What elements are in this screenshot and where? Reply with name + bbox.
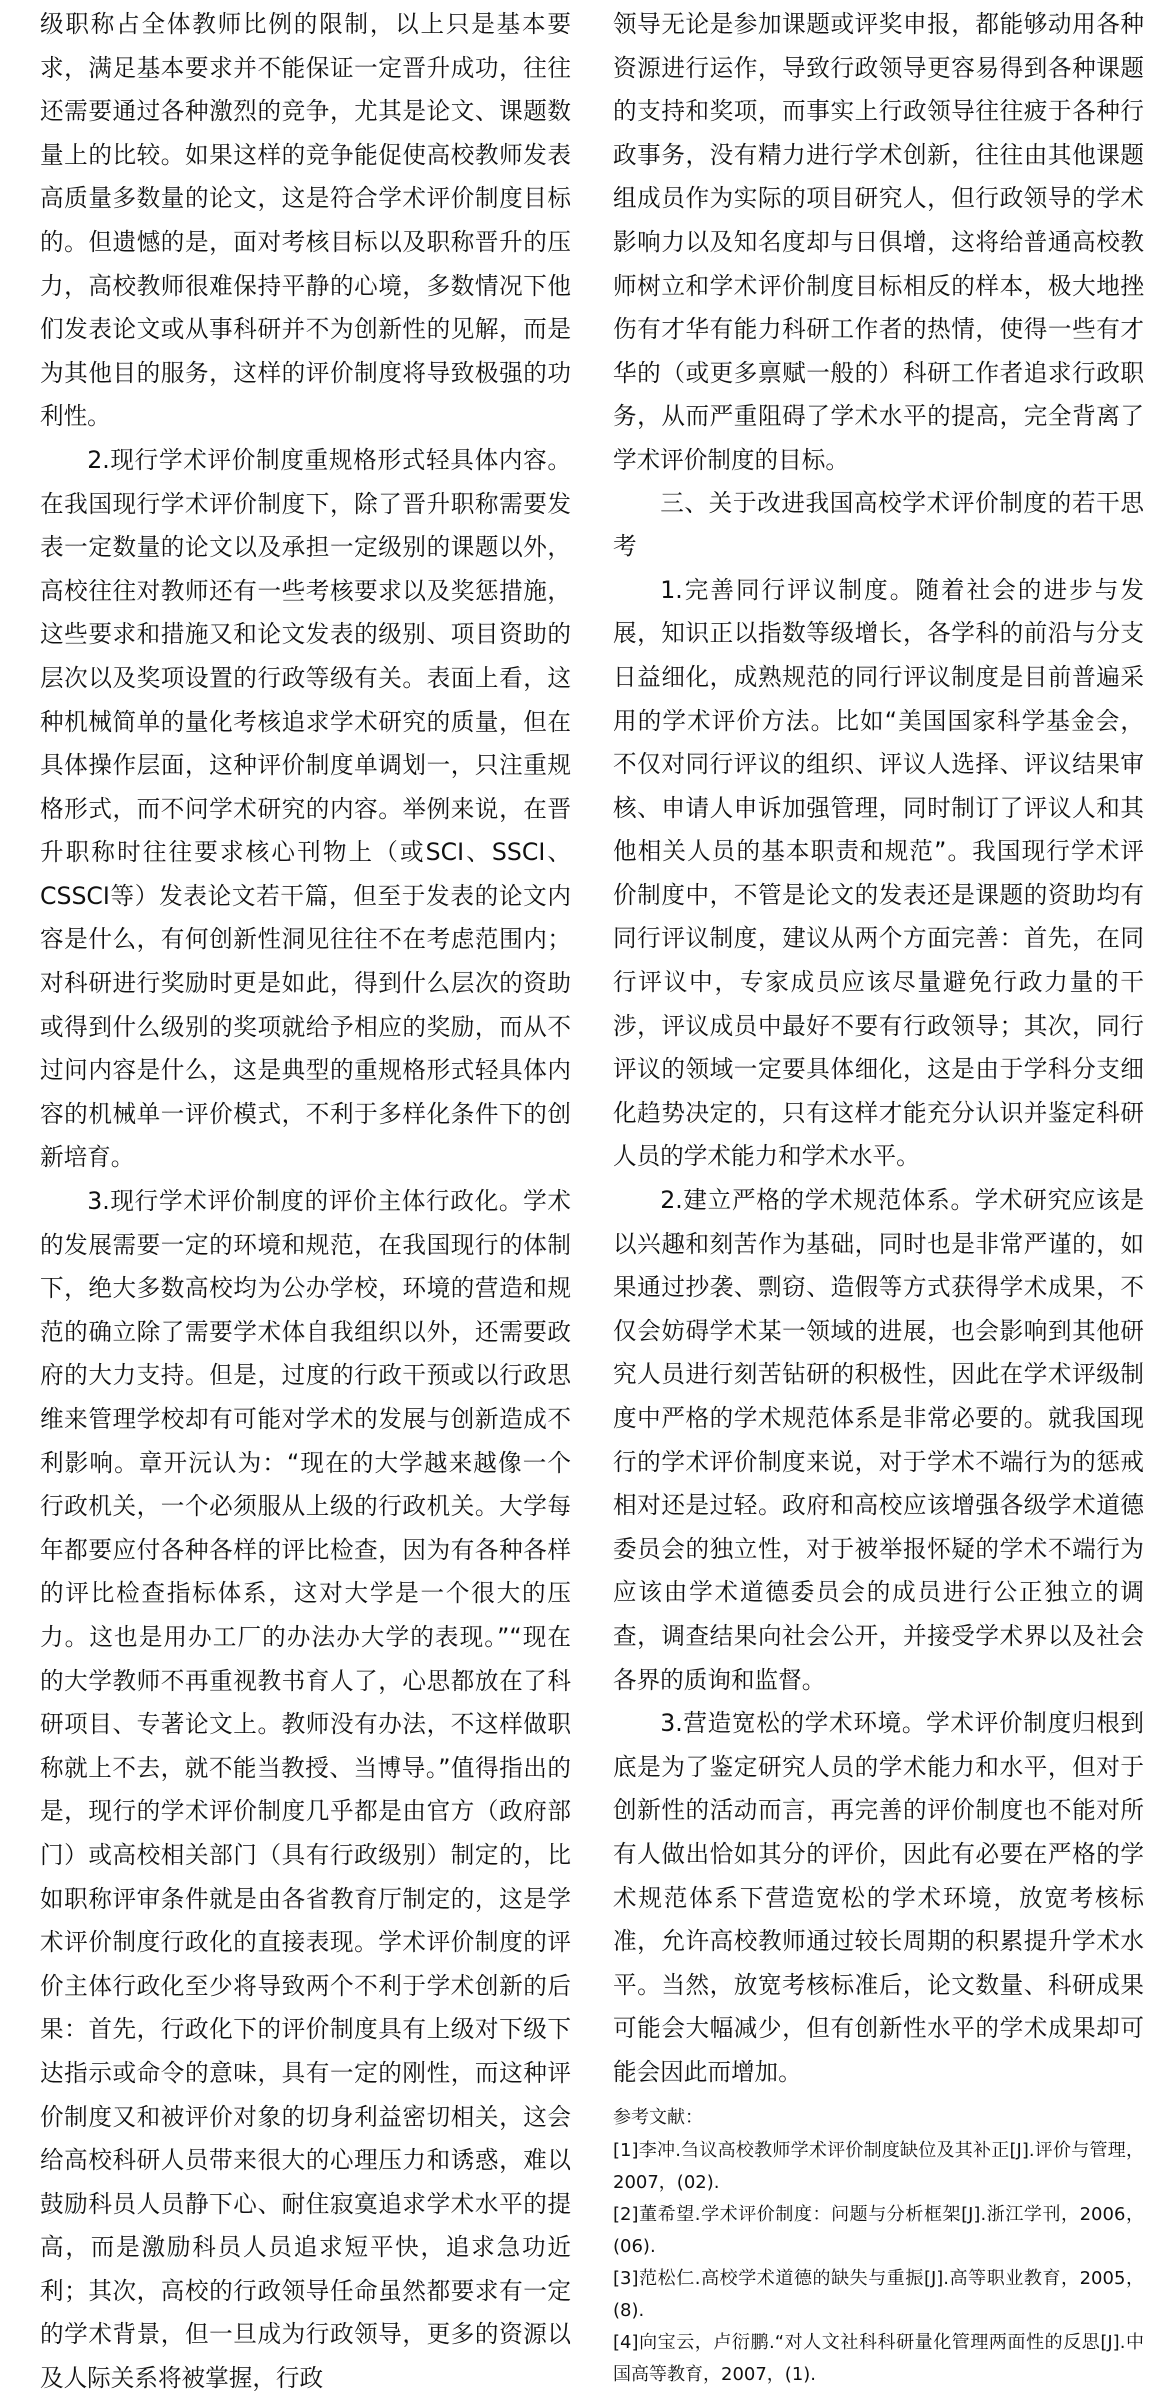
left-column [40,3,571,2393]
right-column [613,3,1144,2385]
reference-item: [1]李冲.刍议高校教师学术评价制度缺位及其补正[J].评价与管理，2007，(02). [613,2139,1144,2193]
paragraph-relaxed-environment: 3.营造宽松的学术环境。学术评价制度归根到底是为了鉴定研究人员的学术能力和水平，但对于创新性的活动而言，再完善的评价制度也不能对所有人做出恰如其分的评价，因此有必要在严格的学术规范体系下营造宽松的学术环境，放宽考核标准，允许高校教师通过较长周期的积累提升学术水平。当然，放宽考核标准后，论文数量、科研成果可能会大幅减少，但有创新性水平的学术成果却可能会因此而增加。 [613,1709,1144,2086]
reference-item: [4]向宝云，卢衍鹏.“对人文社科科研量化管理两面性的反思[J].中国高等教育，2007，(1). [613,2331,1144,2385]
section-heading: 三、关于改进我国高校学术评价制度的若干思考 [613,488,1144,561]
reference-item: [3]范松仁.高校学术道德的缺失与重振[J].高等职业教育，2005，(8). [613,2267,1144,2321]
paragraph-continued: 级职称占全体教师比例的限制，以上只是基本要求，满足基本要求并不能保证一定晋升成功，往往还需要通过各种激烈的竞争，尤其是论文、课题数量上的比较。如果这样的竞争能促使高校教师发表高质量多数量的论文，这是符合学术评价制度目标的。但遗憾的是，面对考核目标以及职称晋升的压力，高校教师很难保持平静的心境，多数情况下他们发表论文或从事科研并不为创新性的见解，而是为其他目的服务，这样的评价制度将导致极强的功利性。 [40,10,571,431]
paragraph-continued-right: 领导无论是参加课题或评奖申报，都能够动用各种资源进行运作，导致行政领导更容易得到各种课题的支持和奖项，而事实上行政领导往往疲于各种行政事务，没有精力进行学术创新，往往由其他课题组成员作为实际的项目研究人，但行政领导的学术影响力以及知名度却与日俱增，这将给普通高校教师树立和学术评价制度目标相反的样本，极大地挫伤有才华有能力科研工作者的热情，使得一些有才华的（或更多禀赋一般的）科研工作者追求行政职务，从而严重阻碍了学术水平的提高，完全背离了学术评价制度的目标。 [613,10,1144,474]
paragraph-academic-norms: 2.建立严格的学术规范体系。学术研究应该是以兴趣和刻苦作为基础，同时也是非常严谨的，如果通过抄袭、剽窃、造假等方式获得学术成果，不仅会妨碍学术某一领域的进展，也会影响到其他研究人员进行刻苦钻研的积极性，因此在学术评级制度中严格的学术规范体系是非常必要的。就我国现行的学术评价制度来说，对于学术不端行为的惩戒相对还是过轻。政府和高校应该增强各级学术道德委员会的独立性，对于被举报怀疑的学术不端行为应该由学术道德委员会的成员进行公正独立的调查，调查结果向社会公开，并接受学术界以及社会各界的质询和监督。 [613,1186,1144,1694]
references-title: 参考文献： [613,2106,703,2128]
paragraph-administrative-subject: 3.现行学术评价制度的评价主体行政化。学术的发展需要一定的环境和规范，在我国现行的体制下，绝大多数高校均为公办学校，环境的营造和规范的确立除了需要学术体自我组织以外，还需要政府的大力支持。但是，过度的行政干预或以行政思维来管理学校却有可能对学术的发展与创新造成不利影响。章开沅认为：“现在的大学越来越像一个行政机关，一个必须服从上级的行政机关。大学每年都要应付各种各样的评比检查，因为有各种各样的评比检查指标体系，这对大学是一个很大的压力。这也是用办工厂的办法办大学的表现。”“现在的大学教师不再重视教书育人了，心思都放在了科研项目、专著论文上。教师没有办法，不这样做职称就上不去，就不能当教授、当博导。”值得指出的是，现行的学术评价制度几乎都是由官方（政府部门）或高校相关部门（具有行政级别）制定的，比如职称评审条件就是由各省教育厅制定的，这是学术评价制度行政化的直接表现。学术评价制度的评价主体行政化至少将导致两个不利于学术创新的后果：首先，行政化下的评价制度具有上级对下级下达指示或命令的意味，具有一定的刚性，而这种评价制度又和被评价对象的切身利益密切相关，这会给高校科研人员带来很大的心理压力和诱惑，难以鼓励科员人员静下心、耐住寂寞追求学术水平的提高，而是激励科员人员追求短平快，追求急功近利；其次，高校的行政领导任命虽然都要求有一定的学术背景，但一旦成为行政领导，更多的资源以及人际关系将被掌握，行政 [40,1187,571,2393]
paragraph-format-over-content: 2.现行学术评价制度重规格形式轻具体内容。在我国现行学术评价制度下，除了晋升职称需要发表一定数量的论文以及承担一定级别的课题以外，高校往往对教师还有一些考核要求以及奖惩措施，这些要求和措施又和论文发表的级别、项目资助的层次以及奖项设置的行政等级有关。表面上看，这种机械简单的量化考核追求学术研究的质量，但在具体操作层面，这种评价制度单调划一，只注重规格形式，而不问学术研究的内容。举例来说，在晋升职称时往往要求核心刊物上（或SCI、SSCI、CSSCI等）发表论文若干篇，但至于发表的论文内容是什么，有何创新性洞见往往不在考虑范围内；对科研进行奖励时更是如此，得到什么层次的资助或得到什么级别的奖项就给予相应的奖励，而从不过问内容是什么，这是典型的重规格形式轻具体内容的机械单一评价模式，不利于多样化条件下的创新培育。 [40,445,571,1172]
reference-item: [2]董希望.学术评价制度：问题与分析框架[J].浙江学刊，2006，(06). [613,2203,1144,2257]
paragraph-peer-review: 1.完善同行评议制度。随着社会的进步与发展，知识正以指数等级增长，各学科的前沿与分支日益细化，成熟规范的同行评议制度是目前普遍采用的学术评价方法。比如“美国国家科学基金会，不仅对同行评议的组织、评议人选择、评议结果审核、申请人申诉加强管理，同时制订了评议人和其他相关人员的基本职责和规范”。我国现行学术评价制度中，不管是论文的发表还是课题的资助均有同行评议制度，建议从两个方面完善：首先，在同行评议中，专家成员应该尽量避免行政力量的干涉，评议成员中最好不要有行政领导；其次，同行评议的领域一定要具体细化，这是由于学科分支细化趋势决定的，只有这样才能充分认识并鉴定科研人员的学术能力和学术水平。 [613,575,1144,1171]
